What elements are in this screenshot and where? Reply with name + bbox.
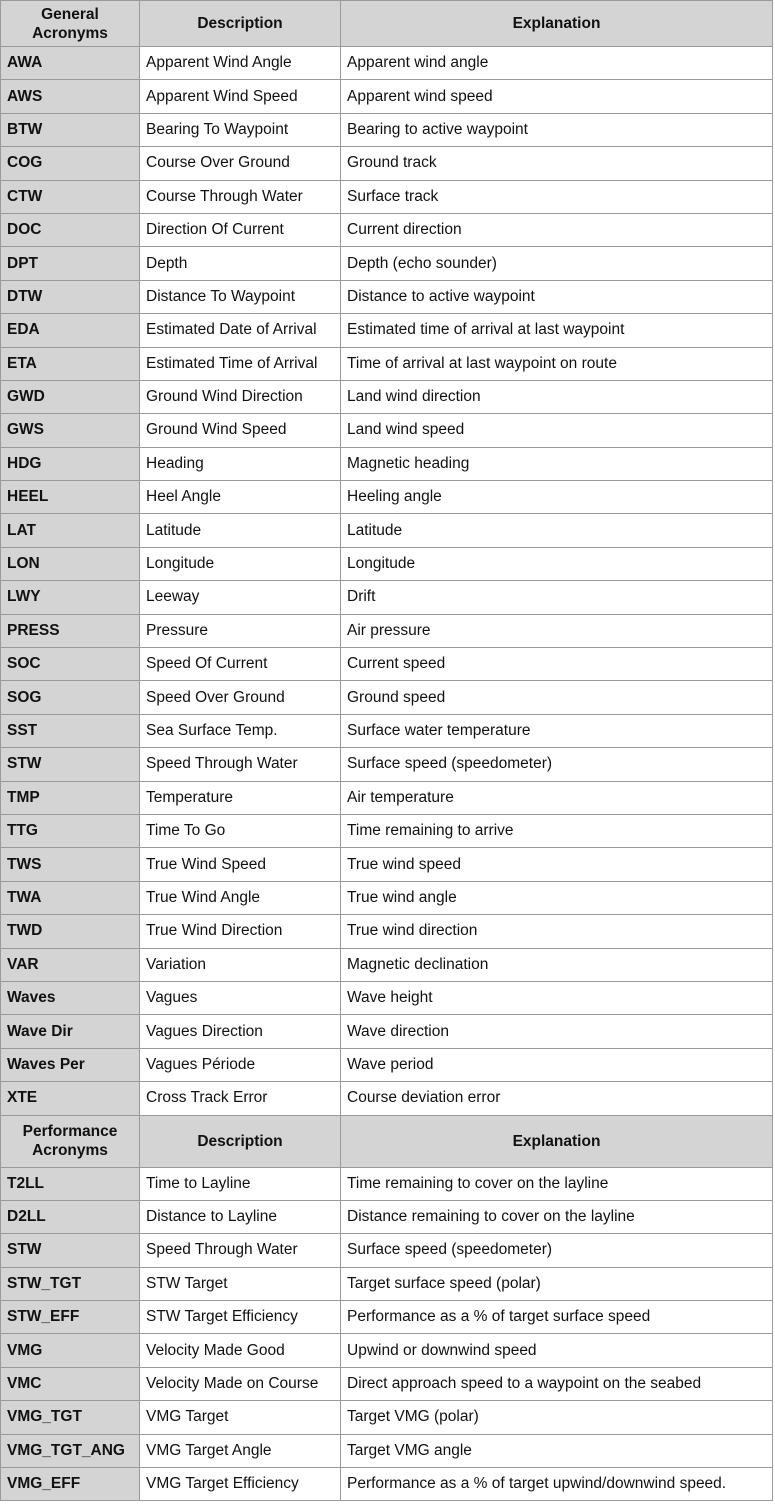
performance-explanation-header: Explanation — [341, 1115, 773, 1167]
description-cell: STW Target Efficiency — [140, 1301, 341, 1334]
acronym-cell: SOC — [1, 648, 140, 681]
acronym-cell: AWA — [1, 47, 140, 80]
description-cell: Variation — [140, 948, 341, 981]
explanation-cell: Magnetic heading — [341, 447, 773, 480]
explanation-cell: Current direction — [341, 213, 773, 246]
general-explanation-header: Explanation — [341, 1, 773, 47]
acronym-cell: Waves — [1, 981, 140, 1014]
table-row — [1, 1401, 773, 1434]
acronym-cell: VMG_EFF — [1, 1468, 140, 1501]
explanation-cell: Bearing to active waypoint — [341, 113, 773, 146]
description-cell: Velocity Made Good — [140, 1334, 341, 1367]
description-cell: Temperature — [140, 781, 341, 814]
acronym-cell: T2LL — [1, 1167, 140, 1200]
description-cell: Depth — [140, 247, 341, 280]
table-row — [1, 80, 773, 113]
table-row — [1, 1267, 773, 1300]
acronym-cell: VAR — [1, 948, 140, 981]
performance-header-row — [1, 1115, 773, 1167]
table-row — [1, 1468, 773, 1501]
table-row — [1, 147, 773, 180]
acronym-cell: HDG — [1, 447, 140, 480]
acronym-cell: STW_TGT — [1, 1267, 140, 1300]
explanation-cell: Surface speed (speedometer) — [341, 1234, 773, 1267]
description-cell: True Wind Angle — [140, 881, 341, 914]
table-row — [1, 814, 773, 847]
table-row — [1, 648, 773, 681]
table-row — [1, 1015, 773, 1048]
acronym-cell: PRESS — [1, 614, 140, 647]
explanation-cell: Target surface speed (polar) — [341, 1267, 773, 1300]
explanation-cell: Performance as a % of target upwind/downwind speed. — [341, 1468, 773, 1501]
table-row — [1, 1367, 773, 1400]
acronym-cell: EDA — [1, 314, 140, 347]
explanation-cell: Wave height — [341, 981, 773, 1014]
acronym-cell: Wave Dir — [1, 1015, 140, 1048]
explanation-cell: Ground speed — [341, 681, 773, 714]
description-cell: Latitude — [140, 514, 341, 547]
description-cell: Vagues — [140, 981, 341, 1014]
performance-acronyms-header-label: Performance Acronyms — [22, 1123, 118, 1159]
acronym-cell: COG — [1, 147, 140, 180]
table-row — [1, 1434, 773, 1467]
table-row — [1, 213, 773, 246]
table-row — [1, 981, 773, 1014]
acronym-cell: CTW — [1, 180, 140, 213]
description-cell: True Wind Direction — [140, 915, 341, 948]
explanation-cell: Apparent wind speed — [341, 80, 773, 113]
explanation-cell: Ground track — [341, 147, 773, 180]
acronym-cell: VMC — [1, 1367, 140, 1400]
explanation-cell: Wave direction — [341, 1015, 773, 1048]
description-cell: Distance To Waypoint — [140, 280, 341, 313]
acronym-cell: LWY — [1, 581, 140, 614]
table-row — [1, 280, 773, 313]
acronym-cell: AWS — [1, 80, 140, 113]
description-cell: Ground Wind Direction — [140, 380, 341, 413]
explanation-cell: Land wind direction — [341, 380, 773, 413]
description-cell: Sea Surface Temp. — [140, 714, 341, 747]
table-row — [1, 881, 773, 914]
acronym-cell: VMG_TGT_ANG — [1, 1434, 140, 1467]
table-row — [1, 1048, 773, 1081]
explanation-cell: Course deviation error — [341, 1082, 773, 1115]
description-cell: True Wind Speed — [140, 848, 341, 881]
explanation-cell: Air pressure — [341, 614, 773, 647]
explanation-cell: Land wind speed — [341, 414, 773, 447]
table-row — [1, 1334, 773, 1367]
table-row — [1, 514, 773, 547]
acronym-cell: STW — [1, 1234, 140, 1267]
explanation-cell: Target VMG (polar) — [341, 1401, 773, 1434]
table-row — [1, 347, 773, 380]
acronym-cell: HEEL — [1, 481, 140, 514]
performance-description-header: Description — [140, 1115, 341, 1167]
table-row — [1, 948, 773, 981]
acronym-cell: TTG — [1, 814, 140, 847]
table-row — [1, 481, 773, 514]
acronym-cell: D2LL — [1, 1200, 140, 1233]
acronym-cell: SOG — [1, 681, 140, 714]
acronym-cell: VMG — [1, 1334, 140, 1367]
description-cell: Ground Wind Speed — [140, 414, 341, 447]
acronym-cell: ETA — [1, 347, 140, 380]
general-description-header: Description — [140, 1, 341, 47]
explanation-cell: Wave period — [341, 1048, 773, 1081]
explanation-cell: Magnetic declination — [341, 948, 773, 981]
description-cell: Estimated Time of Arrival — [140, 347, 341, 380]
description-cell: Pressure — [140, 614, 341, 647]
explanation-cell: Distance remaining to cover on the layline — [341, 1200, 773, 1233]
explanation-cell: Direct approach speed to a waypoint on the seabed — [341, 1367, 773, 1400]
description-cell: Time to Layline — [140, 1167, 341, 1200]
acronym-cell: GWD — [1, 380, 140, 413]
explanation-cell: Surface speed (speedometer) — [341, 748, 773, 781]
table-row — [1, 380, 773, 413]
acronym-cell: LAT — [1, 514, 140, 547]
description-cell: STW Target — [140, 1267, 341, 1300]
explanation-cell: Latitude — [341, 514, 773, 547]
acronym-cell: BTW — [1, 113, 140, 146]
table-row — [1, 714, 773, 747]
performance-acronyms-header — [1, 1115, 140, 1167]
acronym-cell: DOC — [1, 213, 140, 246]
explanation-cell: Depth (echo sounder) — [341, 247, 773, 280]
explanation-cell: Estimated time of arrival at last waypoint — [341, 314, 773, 347]
acronym-cell: DPT — [1, 247, 140, 280]
explanation-cell: Time of arrival at last waypoint on route — [341, 347, 773, 380]
general-acronyms-body — [1, 47, 773, 1116]
table-row — [1, 848, 773, 881]
table-row — [1, 113, 773, 146]
description-cell: VMG Target Angle — [140, 1434, 341, 1467]
explanation-cell: Surface track — [341, 180, 773, 213]
explanation-cell: True wind direction — [341, 915, 773, 948]
description-cell: Direction Of Current — [140, 213, 341, 246]
explanation-cell: Drift — [341, 581, 773, 614]
table-row — [1, 781, 773, 814]
acronym-cell: GWS — [1, 414, 140, 447]
table-row — [1, 47, 773, 80]
acronym-cell: SST — [1, 714, 140, 747]
description-cell: Heading — [140, 447, 341, 480]
description-cell: Vagues Direction — [140, 1015, 341, 1048]
table-row — [1, 1200, 773, 1233]
explanation-cell: Air temperature — [341, 781, 773, 814]
explanation-cell: Performance as a % of target surface speed — [341, 1301, 773, 1334]
acronym-cell: XTE — [1, 1082, 140, 1115]
description-cell: Time To Go — [140, 814, 341, 847]
table-row — [1, 1234, 773, 1267]
acronym-cell: TWD — [1, 915, 140, 948]
table-row — [1, 681, 773, 714]
acronym-cell: VMG_TGT — [1, 1401, 140, 1434]
table-row — [1, 1301, 773, 1334]
description-cell: Velocity Made on Course — [140, 1367, 341, 1400]
general-header — [1, 1, 773, 47]
description-cell: Speed Through Water — [140, 748, 341, 781]
acronym-cell: DTW — [1, 280, 140, 313]
description-cell: Speed Through Water — [140, 1234, 341, 1267]
table-row — [1, 414, 773, 447]
table-row — [1, 247, 773, 280]
description-cell: Bearing To Waypoint — [140, 113, 341, 146]
description-cell: VMG Target — [140, 1401, 341, 1434]
acronym-cell: STW_EFF — [1, 1301, 140, 1334]
explanation-cell: Distance to active waypoint — [341, 280, 773, 313]
general-header-row — [1, 1, 773, 47]
table-row — [1, 447, 773, 480]
description-cell: Leeway — [140, 581, 341, 614]
description-cell: Distance to Layline — [140, 1200, 341, 1233]
description-cell: Speed Of Current — [140, 648, 341, 681]
explanation-cell: Target VMG angle — [341, 1434, 773, 1467]
explanation-cell: Surface water temperature — [341, 714, 773, 747]
table-row — [1, 1167, 773, 1200]
description-cell: Estimated Date of Arrival — [140, 314, 341, 347]
description-cell: Vagues Période — [140, 1048, 341, 1081]
table-row — [1, 581, 773, 614]
table-row — [1, 180, 773, 213]
acronym-cell: STW — [1, 748, 140, 781]
explanation-cell: True wind speed — [341, 848, 773, 881]
explanation-cell: Apparent wind angle — [341, 47, 773, 80]
description-cell: Course Through Water — [140, 180, 341, 213]
general-acronyms-header-label: General Acronyms — [32, 5, 108, 42]
acronym-cell: Waves Per — [1, 1048, 140, 1081]
acronym-cell: TWS — [1, 848, 140, 881]
table-row — [1, 1082, 773, 1115]
performance-section — [1, 1115, 773, 1167]
general-acronyms-header — [1, 1, 140, 47]
explanation-cell: Longitude — [341, 547, 773, 580]
table-row — [1, 915, 773, 948]
explanation-cell: Current speed — [341, 648, 773, 681]
table-row — [1, 314, 773, 347]
description-cell: Apparent Wind Speed — [140, 80, 341, 113]
table-row — [1, 614, 773, 647]
description-cell: Cross Track Error — [140, 1082, 341, 1115]
acronym-cell: LON — [1, 547, 140, 580]
performance-acronyms-body — [1, 1167, 773, 1501]
table-row — [1, 547, 773, 580]
explanation-cell: True wind angle — [341, 881, 773, 914]
explanation-cell: Time remaining to cover on the layline — [341, 1167, 773, 1200]
description-cell: Apparent Wind Angle — [140, 47, 341, 80]
explanation-cell: Time remaining to arrive — [341, 814, 773, 847]
description-cell: Course Over Ground — [140, 147, 341, 180]
description-cell: Speed Over Ground — [140, 681, 341, 714]
description-cell: VMG Target Efficiency — [140, 1468, 341, 1501]
description-cell: Longitude — [140, 547, 341, 580]
description-cell: Heel Angle — [140, 481, 341, 514]
acronym-cell: TMP — [1, 781, 140, 814]
explanation-cell: Upwind or downwind speed — [341, 1334, 773, 1367]
table-row — [1, 748, 773, 781]
explanation-cell: Heeling angle — [341, 481, 773, 514]
acronym-cell: TWA — [1, 881, 140, 914]
